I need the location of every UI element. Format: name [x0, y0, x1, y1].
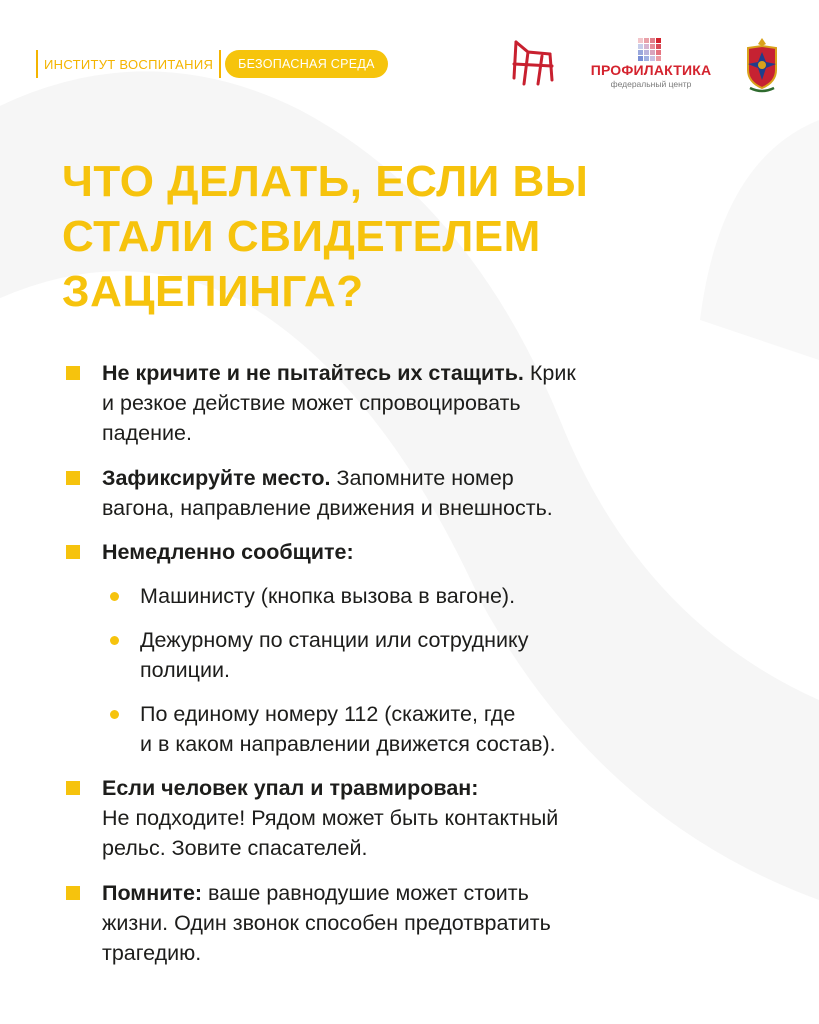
item-text: жизни. Один звонок способен предотвратить	[102, 911, 551, 935]
mosaic-logo-icon	[638, 38, 662, 62]
item-lead: Немедленно сообщите:	[102, 540, 354, 564]
subitem-text: и в каком направлении движется состав).	[140, 732, 556, 756]
list-item	[62, 358, 782, 448]
item-text: рельс. Зовите спасателей.	[102, 836, 368, 860]
item-text: ваше равнодушие может стоить	[202, 881, 529, 905]
title-line: ЧТО ДЕЛАТЬ, ЕСЛИ ВЫ	[62, 157, 589, 206]
sub-list-item	[62, 625, 782, 685]
institute-name: ИНСТИТУТ ВОСПИТАНИЯ	[44, 56, 214, 72]
square-bullet-icon	[66, 366, 80, 380]
title-line: ЗАЦЕПИНГА?	[62, 267, 364, 316]
item-lead: Помните:	[102, 881, 203, 905]
item-lead: Если человек упал и травмирован:	[102, 776, 479, 800]
advice-list	[62, 358, 782, 968]
dot-bullet-icon	[110, 636, 119, 645]
list-item	[62, 878, 782, 968]
square-bullet-icon	[66, 781, 80, 795]
item-text: Крик	[523, 361, 576, 385]
safe-environment-pill: БЕЗОПАСНАЯ СРЕДА	[225, 50, 388, 78]
item-text: и резкое действие может спровоцировать	[102, 391, 521, 415]
sub-list-item	[62, 699, 782, 759]
sub-list-item	[62, 581, 782, 611]
brand-divider	[219, 50, 221, 78]
page-title	[62, 154, 762, 319]
title-line: СТАЛИ СВИДЕТЕЛЕМ	[62, 212, 541, 261]
square-bullet-icon	[66, 545, 80, 559]
emblem-icon	[742, 36, 782, 94]
header	[36, 46, 786, 96]
item-text: Запомните номер	[330, 466, 514, 490]
dot-bullet-icon	[110, 710, 119, 719]
item-text: падение.	[102, 421, 192, 445]
chair-logo-icon	[508, 38, 558, 88]
list-item	[62, 773, 782, 863]
subitem-text: Машинисту (кнопка вызова в вагоне).	[140, 584, 516, 608]
list-item	[62, 537, 782, 567]
item-text: вагона, направление движения и внешность.	[102, 496, 553, 520]
item-text: Не подходите! Рядом может быть контактный	[102, 806, 559, 830]
subitem-text: По единому номеру 112 (скажите, где	[140, 702, 516, 726]
brand-line	[36, 50, 388, 78]
subitem-text: полиции.	[140, 658, 230, 682]
square-bullet-icon	[66, 471, 80, 485]
list-item	[62, 463, 782, 523]
item-lead: Зафиксируйте место.	[102, 466, 331, 490]
profilaktika-subtitle: федеральный центр	[610, 79, 692, 89]
item-text: трагедию.	[102, 941, 202, 965]
profilaktika-title: ПРОФИЛАКТИКА	[590, 62, 712, 78]
square-bullet-icon	[66, 886, 80, 900]
profilaktika-logo	[582, 38, 720, 94]
subitem-text: Дежурному по станции или сотруднику	[140, 628, 529, 652]
item-lead: Не кричите и не пытайтесь их стащить.	[102, 361, 524, 385]
dot-bullet-icon	[110, 592, 119, 601]
